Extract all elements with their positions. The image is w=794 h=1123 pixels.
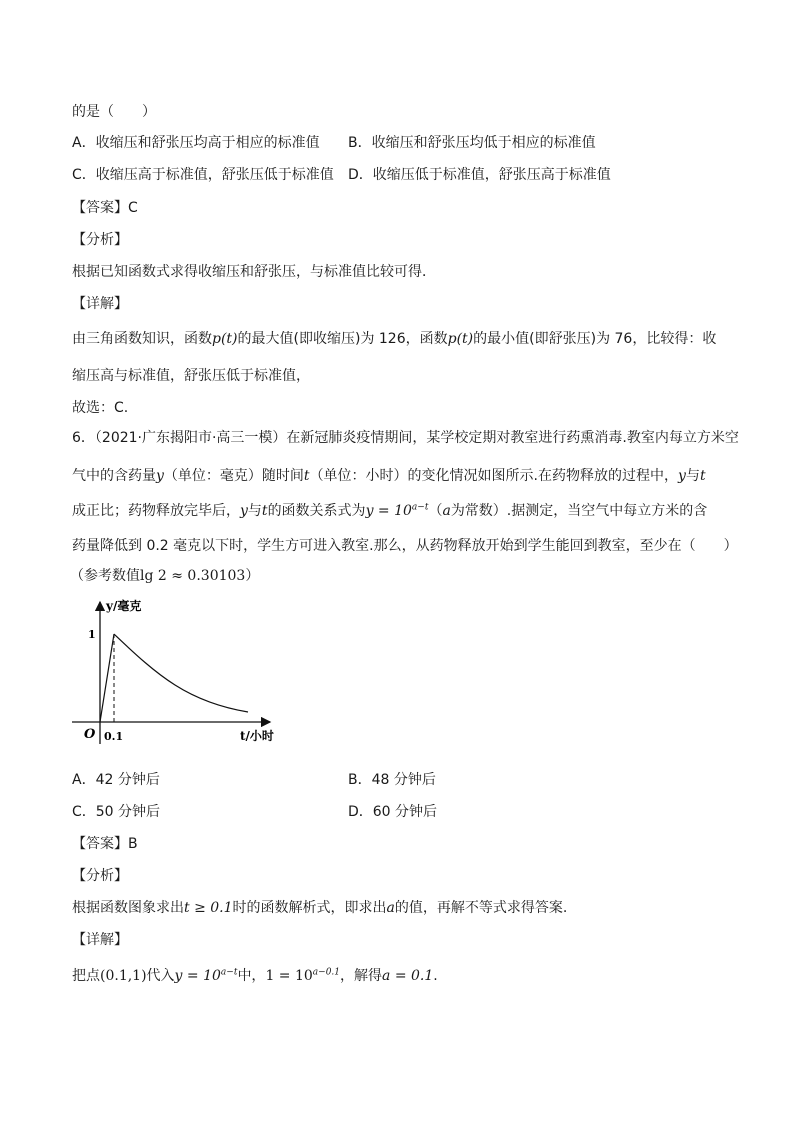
q6-analysis-b: 时的函数解析式，即求出 [232, 900, 387, 916]
q5-func-p-2: p(t) [447, 331, 474, 347]
q5-detail-line1 [72, 329, 716, 349]
q6-option-b: B．48 分钟后 [348, 772, 436, 788]
q6-option-a: A．42 分钟后 [72, 772, 160, 788]
q6-var-y-3: y [240, 503, 248, 519]
q5-analysis-label: 【分析】 [72, 232, 128, 248]
q6-option-d: D．60 分钟后 [348, 804, 438, 820]
q6-condition: t ≥ 0.1 [184, 900, 233, 916]
tick-y-label: 1 [88, 628, 96, 641]
q6-detail-result: a = 0.1 [382, 968, 434, 984]
y-axis-label: y/毫克 [106, 599, 142, 613]
tick-x-label: 0.1 [104, 730, 124, 743]
q6-stem-line2 [72, 466, 706, 486]
q6-var-y: y [156, 468, 164, 484]
q5-detail-line1-a: 由三角函数知识，函数 [72, 331, 212, 347]
q5-option-d: D．收缩压低于标准值，舒张压高于标准值 [348, 167, 611, 183]
q6-line3-c: 的函数关系式为 [267, 503, 366, 519]
q6-analysis-c: 的值，再解不等式求得答案. [394, 900, 568, 916]
q6-line3-d: （ [428, 503, 443, 519]
q6-line2-c: （单位：小时）的变化情况如图所示.在药物释放的过程中， [309, 468, 679, 484]
q6-var-t-3: t [261, 503, 268, 519]
q6-point: (0.1,1) [100, 968, 147, 984]
q6-detail-text [72, 966, 438, 986]
q6-line3-a: 成正比；药物释放完毕后， [72, 503, 240, 519]
q6-detail-e: . [433, 968, 438, 984]
q6-stem-line1: 6．（2021·广东揭阳市·高三一模）在新冠肺炎疫情期间，某学校定期对教室进行药熏消毒.教室内每立方米空 [72, 430, 739, 446]
q6-formula: y = 10 [365, 503, 412, 519]
q5-detail-line2: 缩压高与标准值，舒张压低于标准值， [72, 368, 310, 384]
q5-detail-line3: 故选：C. [72, 400, 129, 416]
q6-var-t: t [303, 468, 310, 484]
q6-detail-b: 代入 [146, 968, 175, 984]
q6-var-y-2: y [678, 468, 686, 484]
q6-detail-eq: 1 = 10 [265, 968, 313, 984]
q6-stem-line3 [72, 501, 707, 521]
q6-detail-formula-exp: a−t [220, 967, 238, 978]
q5-option-a: A．收缩压和舒张压均高于相应的标准值 [72, 135, 320, 151]
q6-var-a: a [442, 503, 451, 519]
q5-answer: 【答案】C [72, 200, 138, 216]
q5-detail-label: 【详解】 [72, 296, 128, 312]
rise-segment [100, 634, 114, 722]
q6-formula-exponent: a−t [411, 502, 429, 513]
q5-stem-tail: 的是（ ） [72, 104, 156, 120]
concentration-graph [68, 596, 278, 748]
q6-detail-label: 【详解】 [72, 932, 128, 948]
q6-lg-formula: lg 2 ≈ 0.30103 [140, 568, 246, 584]
q6-line3-b: 与 [247, 503, 262, 519]
q6-option-c: C．50 分钟后 [72, 804, 161, 820]
q6-detail-formula: y = 10 [174, 968, 221, 984]
q6-var-t-2: t [699, 468, 706, 484]
q6-line3-e: 为常数）.据测定，当空气中每立方米的含 [450, 503, 708, 519]
q6-analysis-var-a: a [386, 900, 395, 916]
q6-line2-d: 与 [685, 468, 700, 484]
q6-detail-c: 中， [237, 968, 266, 984]
q6-detail-d: ，解得 [340, 968, 383, 984]
origin-label: O [84, 727, 96, 742]
q6-detail-eq-exp: a−0.1 [312, 967, 341, 978]
q6-stem-line5 [70, 566, 259, 586]
q6-line2-b: （单位：毫克）随时间 [163, 468, 304, 484]
q6-stem-line4: 药量降低到 0.2 毫克以下时，学生方可进入教室.那么，从药物释放开始到学生能回到教室，至少在（ ） [72, 538, 738, 554]
q6-analysis-a: 根据函数图象求出 [72, 900, 184, 916]
q6-detail-a: 把点 [72, 968, 100, 984]
q5-option-b: B．收缩压和舒张压均低于相应的标准值 [348, 135, 596, 151]
q6-analysis-label: 【分析】 [72, 868, 128, 884]
q6-line5-a: （参考数值 [70, 568, 140, 584]
q6-line5-b: ） [245, 568, 260, 584]
q5-func-p: p(t) [212, 331, 238, 347]
q5-detail-line1-c: 的最小值(即舒张压)为 76，比较得：收 [473, 331, 717, 347]
q5-analysis-text: 根据已知函数式求得收缩压和舒张压，与标准值比较可得． [72, 264, 436, 280]
q5-option-c: C．收缩压高于标准值，舒张压低于标准值 [72, 167, 334, 183]
q6-analysis-text [72, 898, 567, 918]
q6-line2-a: 气中的含药量 [72, 468, 156, 484]
q5-detail-line1-b: 的最大值(即收缩压)为 126，函数 [237, 331, 448, 347]
decay-curve [114, 634, 248, 712]
x-axis-label: t/小时 [240, 729, 274, 743]
q6-answer: 【答案】B [72, 836, 138, 852]
